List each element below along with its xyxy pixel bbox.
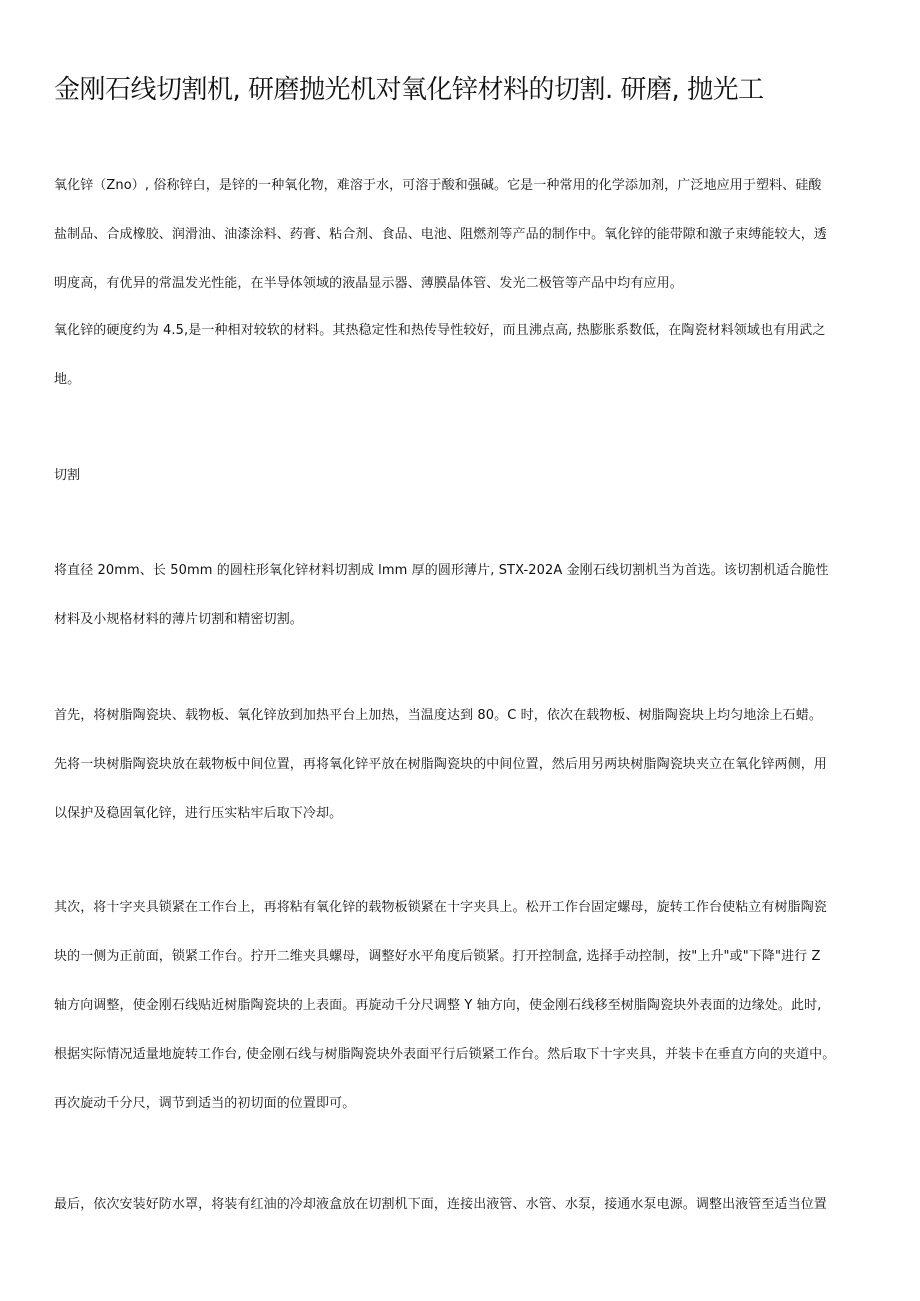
cutting-paragraph-2: [54, 691, 880, 838]
paragraph-line: 再次旋动千分尺，调节到适当的初切面的位置即可。: [54, 1096, 356, 1111]
cutting-paragraph-4: [54, 1180, 880, 1229]
section-heading-cutting: 切割: [54, 468, 81, 483]
paragraph-line: 氧化锌的硬度约为 4.5,是一种相对较软的材料。其热稳定性和热传导性较好，而且沸点高, 热膨胀系数低，在陶瓷材料领域也有用武之: [54, 323, 826, 338]
paragraph-line: 首先，将树脂陶瓷块、载物板、氧化锌放到加热平台上加热，当温度达到 80。C 时，依次在载物板、树脂陶瓷块上均匀地涂上石蜡。: [54, 708, 822, 723]
paragraph-line: 以保护及稳固氧化锌，进行压实粘牢后取下冷却。: [54, 806, 343, 821]
paragraph-line: 块的一侧为正前面，锁紧工作台。拧开二维夹具螺母，调整好水平角度后锁紧。打开控制盒, 选择手动控制，按"上升"或"下降"进行 Z: [54, 949, 821, 964]
paragraph-line: 根据实际情况适量地旋转工作台, 使金刚石线与树脂陶瓷块外表面平行后锁紧工作台。然后取下十字夹具，并装卡在垂直方向的夹道中。: [54, 1047, 836, 1062]
paragraph-line: 先将一块树脂陶瓷块放在载物板中间位置，再将氧化锌平放在树脂陶瓷块的中间位置，然后用另两块树脂陶瓷块夹立在氧化锌两侧，用: [54, 757, 827, 772]
cutting-paragraph-3: [54, 883, 880, 1128]
paragraph-line: 其次，将十字夹具锁紧在工作台上，再将粘有氧化锌的载物板锁紧在十字夹具上。松开工作台固定螺母，旋转工作台使粘立有树脂陶瓷: [54, 900, 827, 915]
paragraph-line: 盐制品、合成橡胶、润滑油、油漆涂料、药膏、粘合剂、食品、电池、阻燃剂等产品的制作中。氧化锌的能带隙和激子束缚能较大，透: [54, 227, 827, 242]
cutting-paragraph-1: [54, 546, 880, 644]
paragraph-line: 明度高，有优异的常温发光性能，在半导体领域的液晶显示器、薄膜晶体管、发光二极管等产品中均有应用。: [54, 276, 683, 291]
intro-paragraph-2: [54, 306, 880, 404]
paragraph-line: 轴方向调整，使金刚石线贴近树脂陶瓷块的上表面。再旋动千分尺调整 Y 轴方向，使金刚石线移至树脂陶瓷块外表面的边缘处。此时,: [54, 998, 822, 1013]
paragraph-line: 最后，依次安装好防水罩，将装有红油的冷却液盒放在切割机下面，连接出液管、水管、水泵，接通水泵电源。调整出液管至适当位置: [54, 1197, 827, 1212]
intro-paragraph-1: [54, 161, 880, 308]
paragraph-line: 氧化锌（Zno）, 俗称锌白，是锌的一种氧化物，难溶于水，可溶于酸和强碱。它是一种常用的化学添加剂，广泛地应用于塑料、硅酸: [54, 178, 822, 193]
paragraph-line: 将直径 20mm、长 50mm 的圆柱形氧化锌材料切割成 lmm 厚的圆形薄片, STX-202A 金刚石线切割机当为首选。该切割机适合脆性: [54, 563, 829, 578]
paragraph-line: 地。: [54, 372, 81, 387]
paragraph-line: 材料及小规格材料的薄片切割和精密切割。: [54, 612, 303, 627]
document-title: 金刚石线切割机, 研磨抛光机对氧化锌材料的切割. 研磨, 抛光工: [54, 75, 764, 106]
